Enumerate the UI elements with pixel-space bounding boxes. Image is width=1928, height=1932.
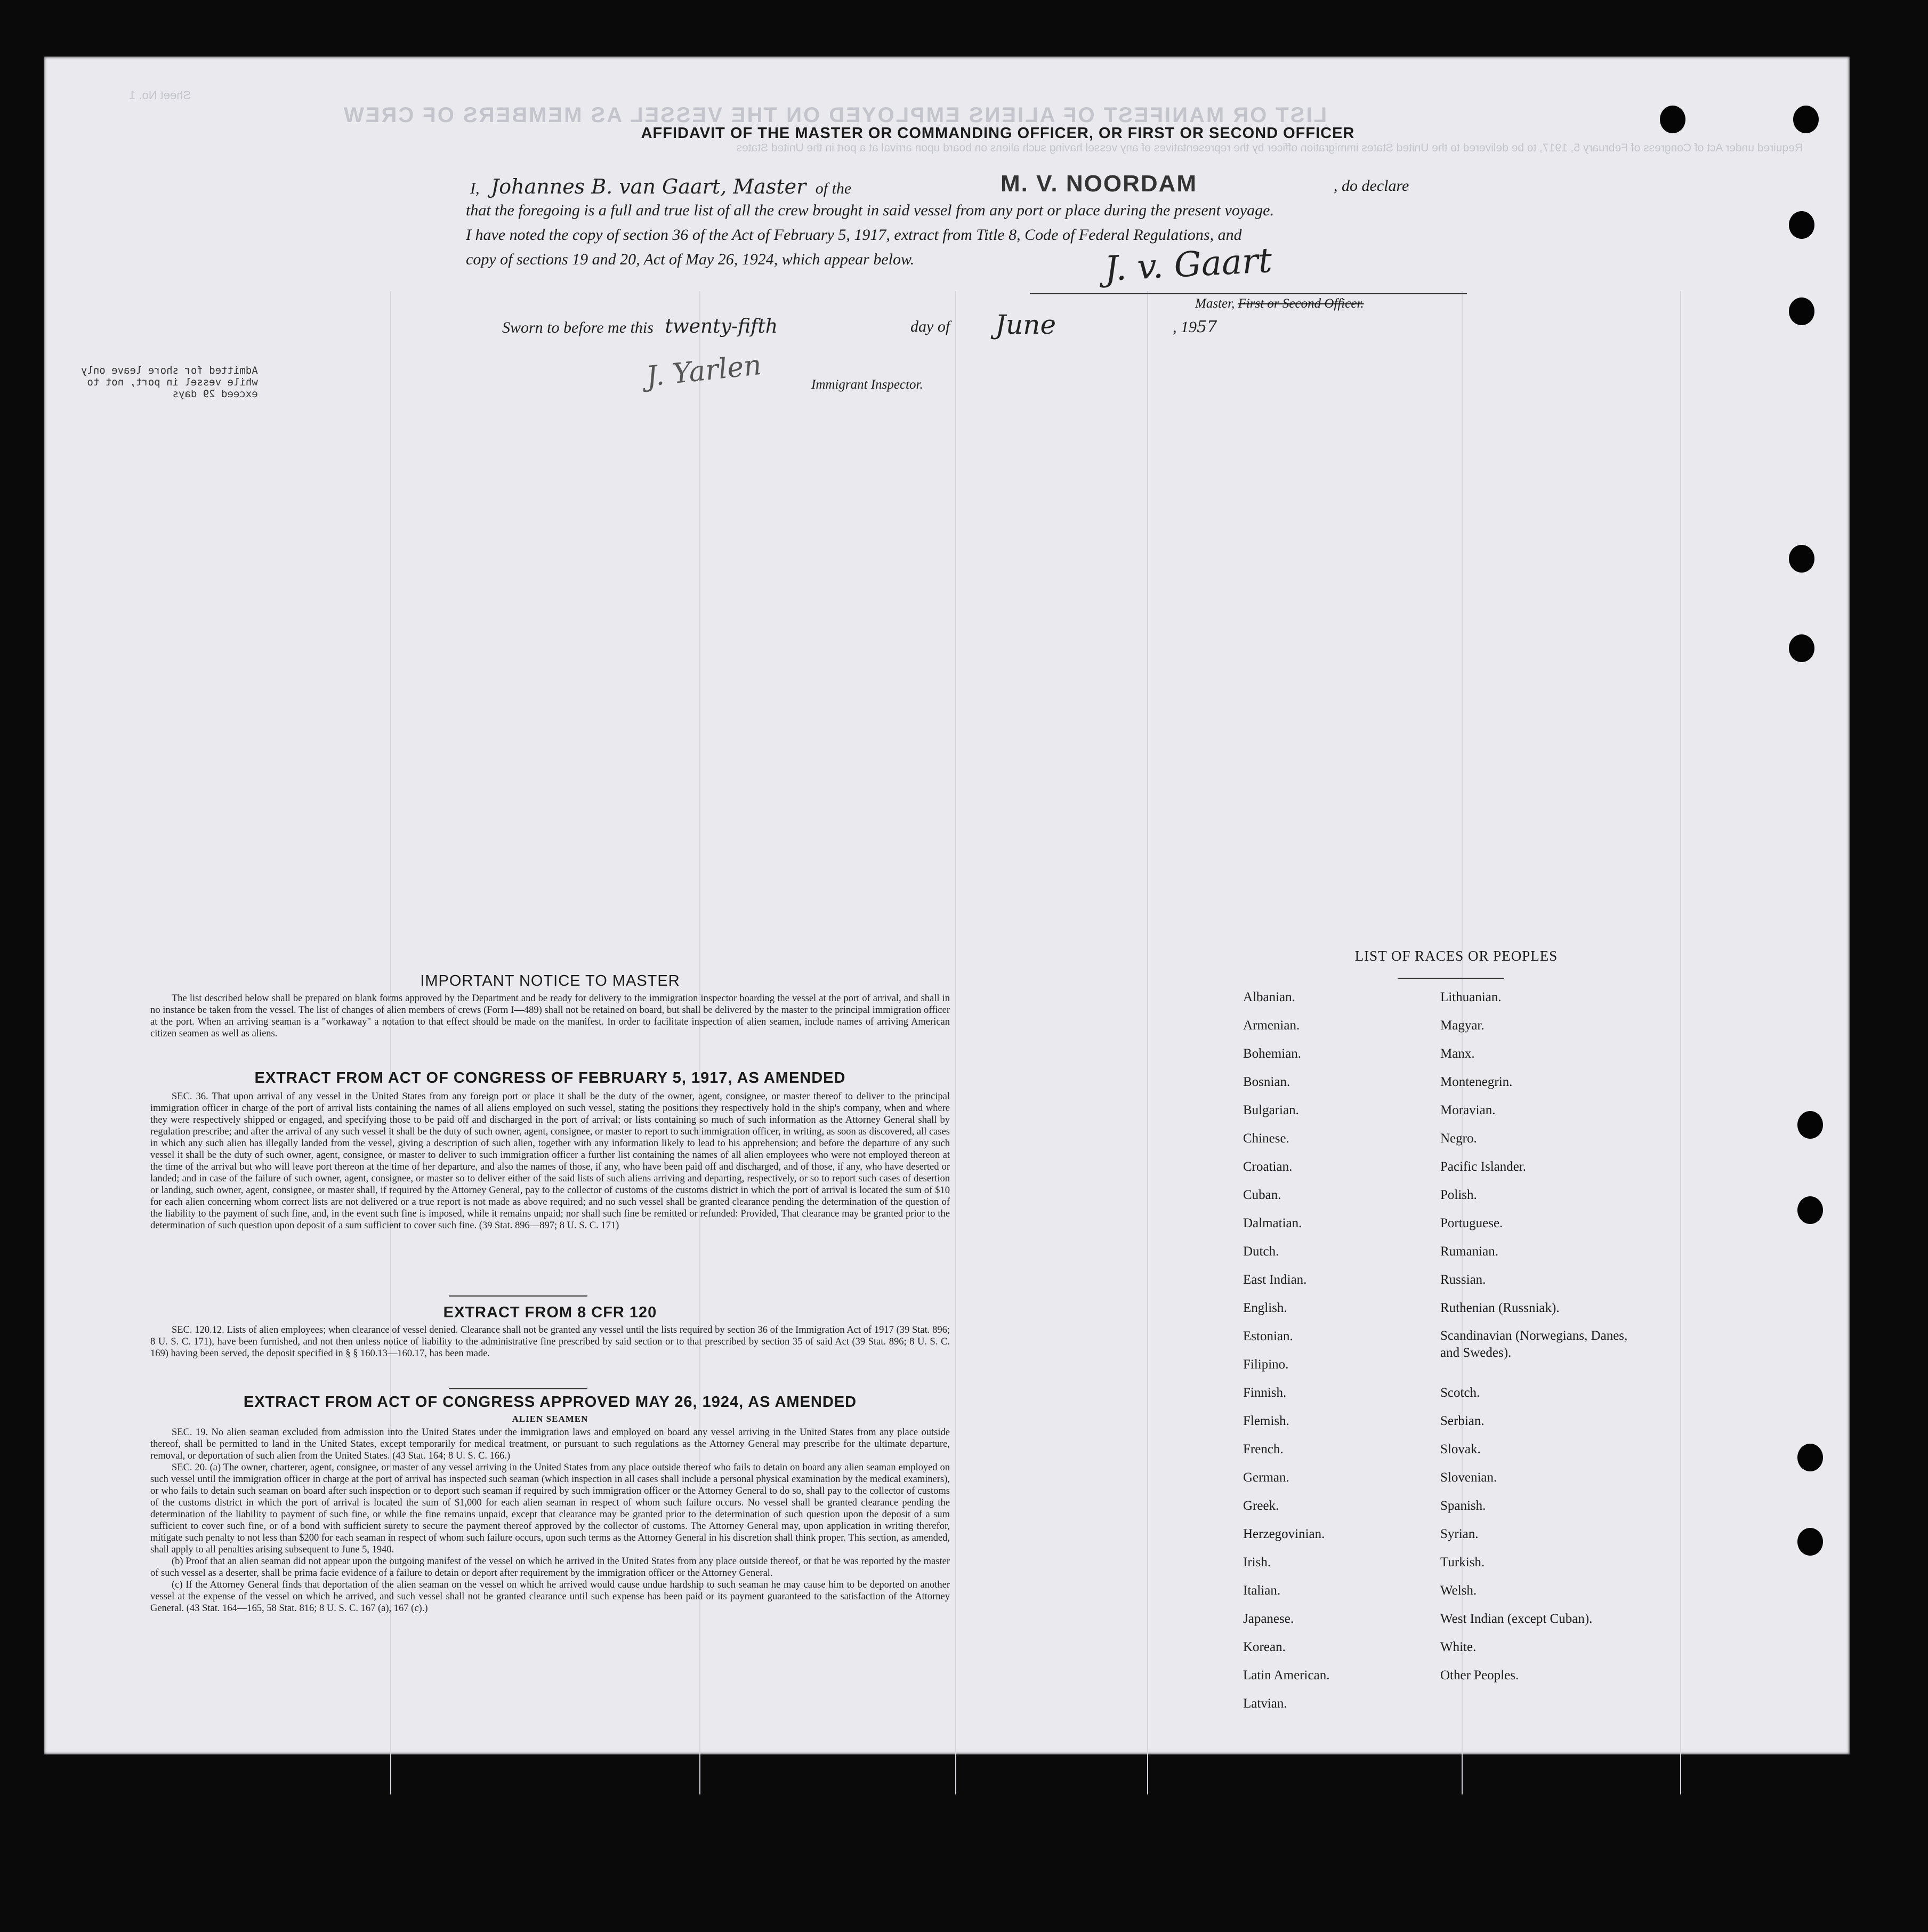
punch-hole	[1789, 545, 1814, 573]
race-item: Dutch.	[1243, 1244, 1279, 1259]
shore-leave-stamp	[81, 365, 258, 400]
year-suffix: 57	[1197, 318, 1217, 336]
race-item: English.	[1243, 1301, 1287, 1315]
extract-1924-text	[150, 1427, 950, 1614]
race-item: Moravian.	[1440, 1103, 1496, 1117]
master-signature: J. v. Gaart	[1103, 240, 1273, 289]
extract-1924-heading: EXTRACT FROM ACT OF CONGRESS APPROVED MAY 26, 1924, AS AMENDED	[243, 1394, 857, 1411]
races-column-1	[1243, 983, 1329, 1718]
race-item: Scotch.	[1440, 1386, 1480, 1400]
sworn-label: Sworn to before me this	[502, 319, 654, 336]
stamp-line: exceed 29 days	[172, 388, 258, 400]
ruling-line	[1147, 291, 1148, 1794]
race-item: Syrian.	[1440, 1527, 1479, 1541]
sheet-number: Sheet No. 1	[129, 88, 191, 102]
extract-cfr-text	[150, 1324, 950, 1359]
ruling-line	[1680, 291, 1681, 1794]
inspector-caption: Immigrant Inspector.	[811, 377, 923, 392]
notice-paragraph: The list described below shall be prepared on blank forms approved by the Department and be ready for delivery to the immigration inspector boarding the vessel at the port of arrival, and shall in no instance be taken from the vessel. The list of changes of alien members of crews (Form I—489) shall not be retained on board, but shall be delivered by the master to the principal immigration officer at the port. When an arriving seaman is a "workaway" a notation to that effect should be made on the manifest. In order to facilitate inspection of alien seamen, include names of arriving American citizen seamen as well as aliens.	[150, 993, 950, 1039]
race-item: Pacific Islander.	[1440, 1160, 1527, 1174]
punch-hole	[1797, 1528, 1823, 1556]
ruling-line	[955, 291, 956, 1794]
sworn-day: twenty-fifth	[665, 316, 778, 337]
race-item: Albanian.	[1243, 990, 1295, 1004]
race-item: Korean.	[1243, 1640, 1286, 1654]
day-of-label: day of	[910, 318, 950, 335]
do-declare-text: , do declare	[1334, 177, 1409, 195]
race-item: Negro.	[1440, 1131, 1477, 1146]
sworn-month: June	[995, 309, 1056, 340]
race-item: Russian.	[1440, 1273, 1486, 1287]
section-divider	[449, 1388, 587, 1389]
affidavit-line-4: copy of sections 19 and 20, Act of May 26, 1924, which appear below.	[466, 251, 915, 268]
race-item: Other Peoples.	[1440, 1668, 1519, 1683]
affidavit-line-2: that the foregoing is a full and true list of all the crew brought in said vessel from any port or place during the present voyage.	[466, 202, 1274, 219]
extract-1917-text	[150, 1091, 950, 1231]
affidavit-heading: AFFIDAVIT OF THE MASTER OR COMMANDING OFFICER, OR FIRST OR SECOND OFFICER	[641, 125, 1355, 142]
race-item: German.	[1243, 1470, 1289, 1485]
race-item: East Indian.	[1243, 1273, 1307, 1287]
punch-hole	[1789, 211, 1814, 239]
extract-1917-heading: EXTRACT FROM ACT OF CONGRESS OF FEBRUARY 5, 1917, AS AMENDED	[254, 1069, 846, 1086]
race-item: Bosnian.	[1243, 1075, 1290, 1089]
race-item: West Indian (except Cuban).	[1440, 1612, 1593, 1626]
race-item: Armenian.	[1243, 1018, 1300, 1033]
race-item: Slovenian.	[1440, 1470, 1497, 1485]
punch-hole	[1797, 1444, 1823, 1471]
race-item: Irish.	[1243, 1555, 1271, 1569]
race-item: French.	[1243, 1442, 1284, 1456]
of-the-label: of the	[815, 180, 852, 197]
race-item: Chinese.	[1243, 1131, 1289, 1146]
races-heading-underline	[1398, 978, 1504, 979]
signature-line	[1030, 293, 1467, 294]
race-item: Slovak.	[1440, 1442, 1481, 1456]
punch-hole	[1797, 1111, 1823, 1139]
race-item: Turkish.	[1440, 1555, 1485, 1569]
sworn-line	[502, 316, 778, 337]
race-item: Cuban.	[1243, 1188, 1281, 1202]
extract-cfr-paragraph: SEC. 120.12. Lists of alien employees; when clearance of vessel denied. Clearance shall not be granted any vessel until the lists required by section 36 of the Immigration Act of 1917 (39 Stat. 896; 8 U. S. C. 171), have been furnished, and not then unless notice of liability to the administrative fine prescribed by said section or to that prescribed by section 35 of said Act (39 Stat. 896; 8 U. S. C. 169) having been served, the deposit specified in § § 160.13—160.17, has been made.	[150, 1325, 950, 1359]
affidavit-line-3: I have noted the copy of section 36 of the Act of February 5, 1917, extract from Title 8, Code of Federal Regulations, and	[466, 226, 1242, 244]
punch-hole	[1789, 634, 1814, 662]
race-item: Bulgarian.	[1243, 1103, 1299, 1117]
extract-1917-paragraph: SEC. 36. That upon arrival of any vessel in the United States from any foreign port or place it shall be the duty of the owner, agent, consignee, or master thereof to deliver to the principal immigration officer in charge of the port of arrival lists containing the names of all aliens employed on such vessel, stating the positions they respectively hold in the ship's company, when and where they were respectively shipped or engaged, and specifying those to be paid off and discharged in the port of arrival; or lists containing so much of such information as the Attorney General shall by regulation prescribe; and after the arrival of any such vessel it shall be the duty of such owner, agent, consignee, or master to report to such immigration officer, in writing, as soon as discovered, all cases in which any such alien has illegally landed from the vessel, giving a description of such alien, together with any information likely to lead to his apprehension; and before the departure of any such vessel it shall be the duty of such owner, agent, consignee, or master to deliver to such immigration officer a further list containing the names of all alien employees who were not employed thereon at the time of the arrival but who will leave port thereon at the time of her departure, and also the names of those, if any, who have been paid off and discharged, and of those, if any, who have deserted or landed; and in case of the failure of such owner, agent, consignee, or master so to deliver either of the said lists of such aliens arriving and departing, respectively, or so to report such cases of desertion or landing, such owner, agent, consignee, or master shall, if required by the Attorney General, pay to the collector of customs of the customs district in which the port of arrival is located the sum of $10 for each alien concerning whom correct lists are not delivered or a true report is not made as above required; and no such vessel shall be granted clearance pending the determination of the question of the liability to the payment of such fine, and, in the event such fine is imposed, while it remains unpaid; nor shall such fine be remitted or refunded: Provided, That clearance may be granted prior to the determination of such question upon deposit of a sum sufficient to cover such fine. (39 Stat. 896—897; 8 U. S. C. 171)	[150, 1091, 950, 1231]
punch-hole	[1789, 297, 1814, 325]
struck-officer-caption: First or Second Officer.	[1238, 296, 1364, 311]
punch-hole	[1793, 106, 1819, 133]
signature-caption	[1195, 296, 1364, 311]
sworn-year	[1173, 318, 1217, 336]
extract-1924-paragraph: SEC. 19. No alien seaman excluded from admission into the United States under the immigration laws and employed on board any vessel arriving in the United States from any place outside thereof, shall be permitted to land in the United States, except temporarily for medical treatment, or pursuant to such regulations as the Attorney General may prescribe for the ultimate departure, removal, or deportation of such alien from the United States. (43 Stat. 164; 8 U. S. C. 166.)	[150, 1427, 950, 1461]
race-item: Finnish.	[1243, 1386, 1287, 1400]
race-item: Japanese.	[1243, 1612, 1294, 1626]
affidavit-line-1	[470, 175, 851, 198]
race-item: Welsh.	[1440, 1583, 1477, 1598]
race-item: Montenegrin.	[1440, 1075, 1513, 1089]
race-item: Lithuanian.	[1440, 990, 1502, 1004]
stamp-line: while vessel in port, not to	[87, 376, 258, 388]
notice-text	[150, 993, 950, 1040]
race-item: Scandinavian (Norwegians, Danes, and Swedes).	[1440, 1329, 1628, 1360]
inspector-signature: J. Yarlen	[644, 349, 763, 393]
race-item: Rumanian.	[1440, 1244, 1499, 1259]
races-heading: LIST OF RACES OR PEOPLES	[1354, 948, 1558, 964]
alien-seamen-subheading: ALIEN SEAMEN	[512, 1414, 588, 1424]
race-item: Bohemian.	[1243, 1046, 1302, 1061]
race-item: Magyar.	[1440, 1018, 1485, 1033]
race-item: Flemish.	[1243, 1414, 1289, 1428]
race-item: Serbian.	[1440, 1414, 1485, 1428]
races-column-2	[1440, 983, 1632, 1689]
extract-1924-paragraph: SEC. 20. (a) The owner, charterer, agent, consignee, or master of any vessel arriving in the United States from any place outside thereof who fails to detain on board any alien seaman employed on such vessel until the immigration officer in charge at the port of arrival has inspected such seaman (which inspection in all cases shall include a personal physical examination by the medical examiners), or who fails to detain such seaman on board after such inspection or to deport such seaman if required by such immigration officer or the Attorney General to do so, shall pay to the collector of customs of the customs district in which the port of arrival is located the sum of $1,000 for each alien seaman in respect of whom such failure occurs. No vessel shall be granted clearance pending the determination of the liability to payment of such fine, or while the fine remains unpaid, except that clearance may be granted prior to the determination of such question upon the deposit of a sum sufficient to cover such fine, or of a bond with sufficient surety to secure the payment thereof approved by the collector of customs. The Attorney General may, upon application in writing therefor, mitigate such penalty to not less than $200 for each seaman in respect of whom such failure occurs, upon such terms as the Attorney General in his discretion shall think proper. This section, as amended, shall apply to all penalties arising subsequent to June 5, 1940.	[150, 1462, 950, 1555]
race-item: Filipino.	[1243, 1357, 1289, 1372]
race-item: Ruthenian (Russniak).	[1440, 1301, 1560, 1315]
master-caption: Master,	[1195, 296, 1235, 311]
race-item: Dalmatian.	[1243, 1216, 1302, 1230]
affidavit-i: I,	[470, 180, 480, 197]
vessel-name: M. V. NOORDAM	[1001, 171, 1198, 197]
race-item: Latvian.	[1243, 1696, 1287, 1711]
race-item: Latin American.	[1243, 1668, 1330, 1683]
extract-cfr-heading: EXTRACT FROM 8 CFR 120	[443, 1304, 657, 1321]
race-item: White.	[1440, 1640, 1477, 1654]
punch-hole	[1660, 106, 1685, 133]
year-prefix: , 19	[1173, 318, 1197, 336]
bleed-through-title: LIST OR MANIFEST OF ALIENS EMPLOYED ON THE VESSEL AS MEMBERS OF CREW	[342, 103, 1327, 127]
extract-1924-paragraph: (c) If the Attorney General finds that deportation of the alien seaman on the vessel on which he arrived would cause undue hardship to such seaman he may cause him to be deported on another vessel at the expense of the vessel on which he arrived, and such vessel shall not be granted clearance until such expense has been paid or its payment guaranteed to the satisfaction of the Attorney General. (43 Stat. 164—165, 58 Stat. 816; 8 U. S. C. 167 (a), 167 (c).)	[150, 1580, 950, 1614]
race-item: Polish.	[1440, 1188, 1477, 1202]
notice-heading: IMPORTANT NOTICE TO MASTER	[420, 972, 680, 989]
manifest-sheet	[44, 57, 1850, 1754]
race-item: Portuguese.	[1440, 1216, 1503, 1230]
stamp-line: Admitted for shore leave only	[81, 365, 258, 376]
extract-1924-paragraph: (b) Proof that an alien seaman did not appear upon the outgoing manifest of the vessel on which he arrived in the United States from any place outside thereof, or that he was reported by the master of such vessel as a deserter, shall be prima facie evidence of a failure to detain or deport after requirement by the immigration officer or the Attorney General.	[150, 1556, 950, 1579]
declarant-name: Johannes B. van Gaart, Master	[491, 175, 806, 198]
race-item: Spanish.	[1440, 1499, 1486, 1513]
race-item: Herzegovinian.	[1243, 1527, 1325, 1541]
race-item: Manx.	[1440, 1046, 1475, 1061]
bleed-through-subtitle: Required under Act of Congress of February 5, 1917, to be delivered to the United States immigration officer by the representatives of any vessel having such aliens on board upon arrival at a port in the United States	[736, 142, 1803, 154]
punch-hole	[1797, 1196, 1823, 1224]
race-item: Italian.	[1243, 1583, 1281, 1598]
race-item: Croatian.	[1243, 1160, 1293, 1174]
race-item: Estonian.	[1243, 1329, 1293, 1343]
race-item: Greek.	[1243, 1499, 1279, 1513]
section-divider	[449, 1295, 587, 1297]
